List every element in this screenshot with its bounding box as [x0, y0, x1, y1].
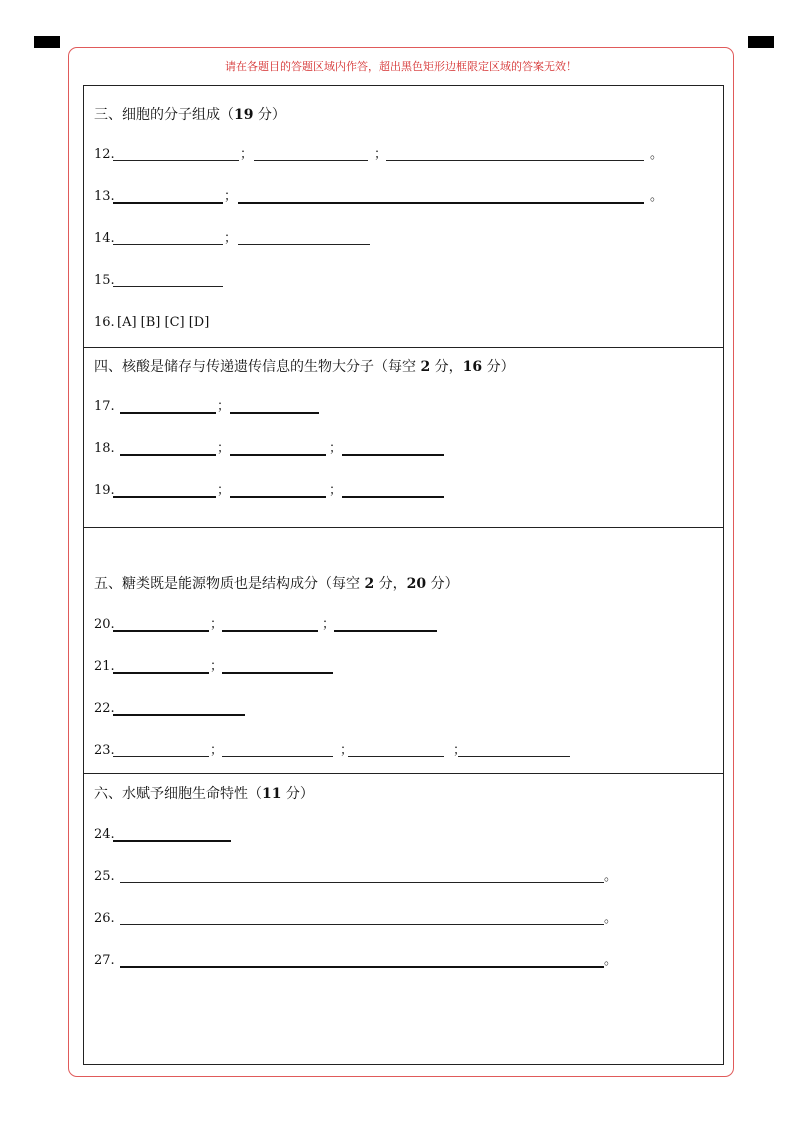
- answer-blank[interactable]: [113, 700, 245, 716]
- question-number: 27.: [94, 953, 115, 968]
- answer-blank[interactable]: [120, 398, 216, 414]
- separator: ；: [217, 441, 231, 456]
- end-period: 。: [604, 911, 618, 926]
- answer-blank[interactable]: [222, 616, 318, 632]
- question-number: 26.: [94, 911, 115, 926]
- separator: ；: [329, 441, 343, 456]
- separator: ；: [224, 231, 238, 246]
- answer-blank[interactable]: [222, 658, 333, 674]
- answer-blank[interactable]: [120, 910, 604, 925]
- section-5-box: [83, 527, 724, 774]
- question-number: 12.: [94, 147, 115, 162]
- question-number: 14.: [94, 231, 115, 246]
- separator: ；: [329, 483, 343, 498]
- separator: ；: [210, 617, 224, 632]
- separator: ；: [224, 189, 238, 204]
- answer-blank[interactable]: [113, 146, 239, 161]
- question-number: 13.: [94, 189, 115, 204]
- question-number: 19.: [94, 483, 115, 498]
- answer-blank[interactable]: [230, 482, 326, 498]
- question-number: 15.: [94, 273, 115, 288]
- answer-blank[interactable]: [334, 616, 437, 632]
- end-period: 。: [650, 189, 664, 204]
- separator: ；: [340, 743, 354, 758]
- answer-blank[interactable]: [222, 742, 333, 757]
- section-3-box: [83, 85, 724, 348]
- end-period: 。: [604, 869, 618, 884]
- question-number: 18.: [94, 441, 115, 456]
- answer-blank[interactable]: [120, 952, 604, 968]
- choice-options[interactable]: [A] [B] [C] [D]: [117, 315, 210, 330]
- answer-blank[interactable]: [113, 742, 209, 757]
- answer-blank[interactable]: [230, 398, 319, 414]
- end-period: 。: [604, 953, 618, 968]
- answer-blank[interactable]: [113, 482, 216, 498]
- separator: ；: [217, 399, 231, 414]
- section-6-title: 六、水赋予细胞生命特性（11 分）: [94, 786, 314, 802]
- alignment-mark-right: [748, 36, 774, 48]
- separator: ；: [210, 659, 224, 674]
- answer-blank[interactable]: [238, 188, 644, 204]
- answer-blank[interactable]: [342, 440, 444, 456]
- answer-blank[interactable]: [230, 440, 326, 456]
- separator: ；: [217, 483, 231, 498]
- separator: ；: [453, 743, 467, 758]
- answer-blank[interactable]: [254, 146, 368, 161]
- alignment-mark-left: [34, 36, 60, 48]
- end-period: 。: [650, 147, 664, 162]
- answer-blank[interactable]: [113, 230, 223, 245]
- answer-blank[interactable]: [113, 272, 223, 287]
- answer-blank[interactable]: [113, 188, 223, 204]
- separator: ；: [210, 743, 224, 758]
- question-number: 20.: [94, 617, 115, 632]
- answer-blank[interactable]: [458, 742, 570, 757]
- question-number: 21.: [94, 659, 115, 674]
- section-5-title: 五、糖类既是能源物质也是结构成分（每空 2 分，20 分）: [94, 576, 459, 592]
- answer-blank[interactable]: [113, 616, 209, 632]
- question-number: 17.: [94, 399, 115, 414]
- question-number: 24.: [94, 827, 115, 842]
- separator: ；: [322, 617, 336, 632]
- section-4-title: 四、核酸是储存与传递遗传信息的生物大分子（每空 2 分，16 分）: [94, 359, 515, 375]
- answer-blank[interactable]: [386, 146, 644, 161]
- answer-blank[interactable]: [342, 482, 444, 498]
- answer-blank[interactable]: [120, 440, 216, 456]
- question-number: 22.: [94, 701, 115, 716]
- question-number: 16.: [94, 315, 115, 330]
- section-3-title: 三、细胞的分子组成（19 分）: [94, 107, 286, 123]
- answer-blank[interactable]: [238, 230, 370, 245]
- answer-blank[interactable]: [113, 658, 209, 674]
- answer-blank[interactable]: [120, 868, 604, 883]
- answer-blank[interactable]: [113, 826, 231, 842]
- question-number: 25.: [94, 869, 115, 884]
- question-number: 23.: [94, 743, 115, 758]
- separator: ；: [374, 147, 388, 162]
- separator: ；: [240, 147, 254, 162]
- answer-blank[interactable]: [348, 742, 444, 757]
- answer-notice: 请在各题目的答题区域内作答，超出黑色矩形边框限定区域的答案无效！: [225, 60, 577, 73]
